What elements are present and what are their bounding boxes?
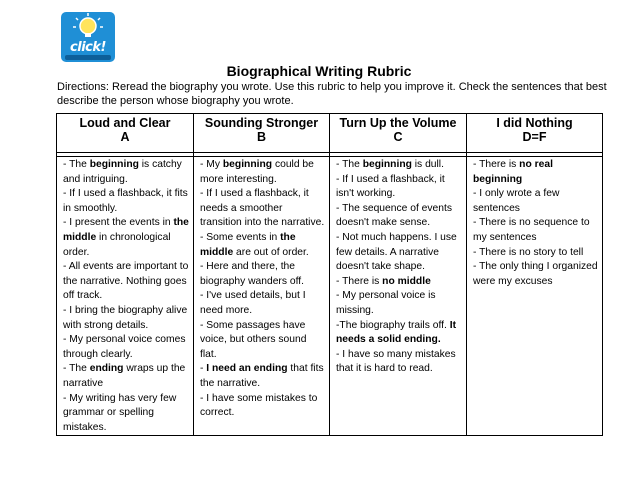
- column-header-title: Sounding Stronger: [204, 116, 319, 130]
- criteria-item: [63, 362, 189, 391]
- criteria-item: [200, 260, 325, 289]
- click-logo: [61, 12, 115, 62]
- criteria-text: is catchy and intriguing.: [63, 159, 182, 185]
- column-header-title: Loud and Clear: [79, 116, 171, 130]
- column-header-grade: B: [256, 130, 267, 144]
- criteria-text: - There is: [336, 275, 383, 287]
- criteria-text: - Some passages have voice, but others sound flat.: [200, 319, 307, 360]
- criteria-text: - All events are important to the narrative. Nothing goes off track.: [63, 261, 189, 302]
- criteria-cell: [330, 157, 467, 436]
- criteria-keyword: beginning: [362, 159, 412, 170]
- criteria-text: - I present the events in: [63, 217, 174, 229]
- criteria-item: [63, 304, 189, 333]
- criteria-text: - I've used details, but I need more.: [200, 290, 306, 316]
- logo-word: click!: [70, 40, 106, 55]
- column-header-title: Turn Up the Volume: [339, 116, 457, 130]
- criteria-text: - Some events in: [200, 231, 281, 243]
- criteria-item: [200, 392, 325, 421]
- criteria-item: [336, 348, 462, 377]
- criteria-item: [200, 231, 325, 260]
- rubric-table: [56, 113, 603, 436]
- column-header-grade: A: [120, 130, 130, 144]
- criteria-item: [200, 187, 325, 231]
- criteria-keyword: beginning: [222, 159, 273, 170]
- criteria-text: - The: [63, 159, 90, 170]
- criteria-text: - If I used a flashback, it fits in smoothly.: [63, 188, 188, 214]
- criteria-cell: [57, 157, 194, 436]
- criteria-keyword: beginning: [89, 159, 139, 170]
- criteria-text: - I only wrote a few sentences: [473, 188, 560, 214]
- criteria-item: [63, 392, 189, 436]
- criteria-text: - My writing has very few grammar or spelling mistakes.: [63, 392, 177, 433]
- directions-text: Directions: Reread the biography you wrote. Use this rubric to help you improve it. Check the sentences that best describe the person whose biography you wrote.: [57, 81, 607, 107]
- header-row: [57, 114, 603, 153]
- criteria-text: is dull.: [411, 159, 444, 170]
- column-header-grade: C: [393, 130, 403, 144]
- criteria-item: [473, 187, 598, 216]
- criteria-keyword: ending: [89, 363, 124, 375]
- criteria-text: that fits the narrative.: [200, 363, 324, 389]
- criteria-item: [63, 158, 189, 187]
- criteria-item: [63, 187, 189, 216]
- criteria-item: [336, 202, 462, 231]
- criteria-row: [57, 157, 603, 436]
- criteria-text: - The: [336, 159, 363, 170]
- criteria-text: - Not much happens. I use few details. A narrative doesn't take shape.: [336, 231, 457, 273]
- criteria-text: - There is: [473, 159, 520, 170]
- column-header-title: I did Nothing: [496, 116, 573, 130]
- column-header: [194, 114, 330, 153]
- criteria-item: [473, 260, 598, 289]
- criteria-item: [473, 246, 598, 261]
- criteria-text: in chronological order.: [63, 231, 171, 258]
- criteria-cell: [467, 157, 603, 436]
- criteria-text: - If I used a flashback, it isn't working.: [336, 173, 445, 200]
- criteria-item: [473, 158, 598, 187]
- criteria-item: [473, 216, 598, 245]
- criteria-text: - Here and there, the biography wanders off.: [200, 261, 304, 287]
- logo-tagline-bar: [65, 55, 111, 60]
- criteria-item: [200, 319, 325, 363]
- criteria-text: - I have some mistakes to correct.: [200, 392, 318, 419]
- criteria-text: -The biography trails off.: [336, 319, 450, 331]
- criteria-text: - My personal voice is missing.: [336, 290, 436, 316]
- criteria-text: - There is no sequence to my sentences: [473, 217, 590, 243]
- criteria-text: - I have so many mistakes that it is hard to read.: [336, 348, 456, 375]
- criteria-item: [336, 319, 462, 348]
- criteria-item: [336, 231, 462, 275]
- criteria-item: [336, 173, 462, 202]
- page-title: Biographical Writing Rubric: [226, 63, 412, 79]
- criteria-text: - The sequence of events doesn't make sense.: [336, 202, 453, 229]
- column-header-grade: D=F: [522, 130, 547, 144]
- criteria-text: -: [200, 363, 207, 375]
- criteria-item: [336, 275, 462, 290]
- criteria-text: - My personal voice comes through clearly.: [63, 334, 186, 360]
- column-header: [57, 114, 194, 153]
- column-header: [330, 114, 467, 153]
- criteria-keyword: the middle: [200, 231, 296, 258]
- criteria-item: [200, 289, 325, 318]
- criteria-text: - The only thing I organized were my excuses: [473, 261, 598, 287]
- criteria-text: - The: [63, 363, 90, 375]
- criteria-text: - If I used a flashback, it needs a smoother transition into the narrative.: [200, 188, 325, 229]
- criteria-text: - I bring the biography alive with strong details.: [63, 304, 188, 331]
- criteria-item: [200, 362, 325, 391]
- criteria-keyword: no real beginning: [473, 159, 553, 185]
- criteria-keyword: It needs a solid ending.: [336, 319, 457, 346]
- criteria-item: [200, 158, 325, 187]
- criteria-keyword: the middle: [63, 217, 189, 243]
- column-header: [467, 114, 603, 153]
- criteria-item: [63, 333, 189, 362]
- criteria-text: are out of order.: [233, 246, 309, 258]
- criteria-item: [63, 216, 189, 260]
- criteria-text: could be more interesting.: [200, 159, 314, 185]
- criteria-text: - My: [200, 159, 223, 170]
- criteria-item: [63, 260, 189, 304]
- criteria-keyword: I need an ending: [206, 363, 288, 375]
- criteria-item: [336, 158, 462, 173]
- criteria-item: [336, 289, 462, 318]
- criteria-cell: [194, 157, 330, 436]
- criteria-text: - There is no story to tell: [473, 246, 584, 258]
- criteria-keyword: no middle: [382, 275, 431, 287]
- criteria-text: wraps up the narrative: [63, 363, 186, 389]
